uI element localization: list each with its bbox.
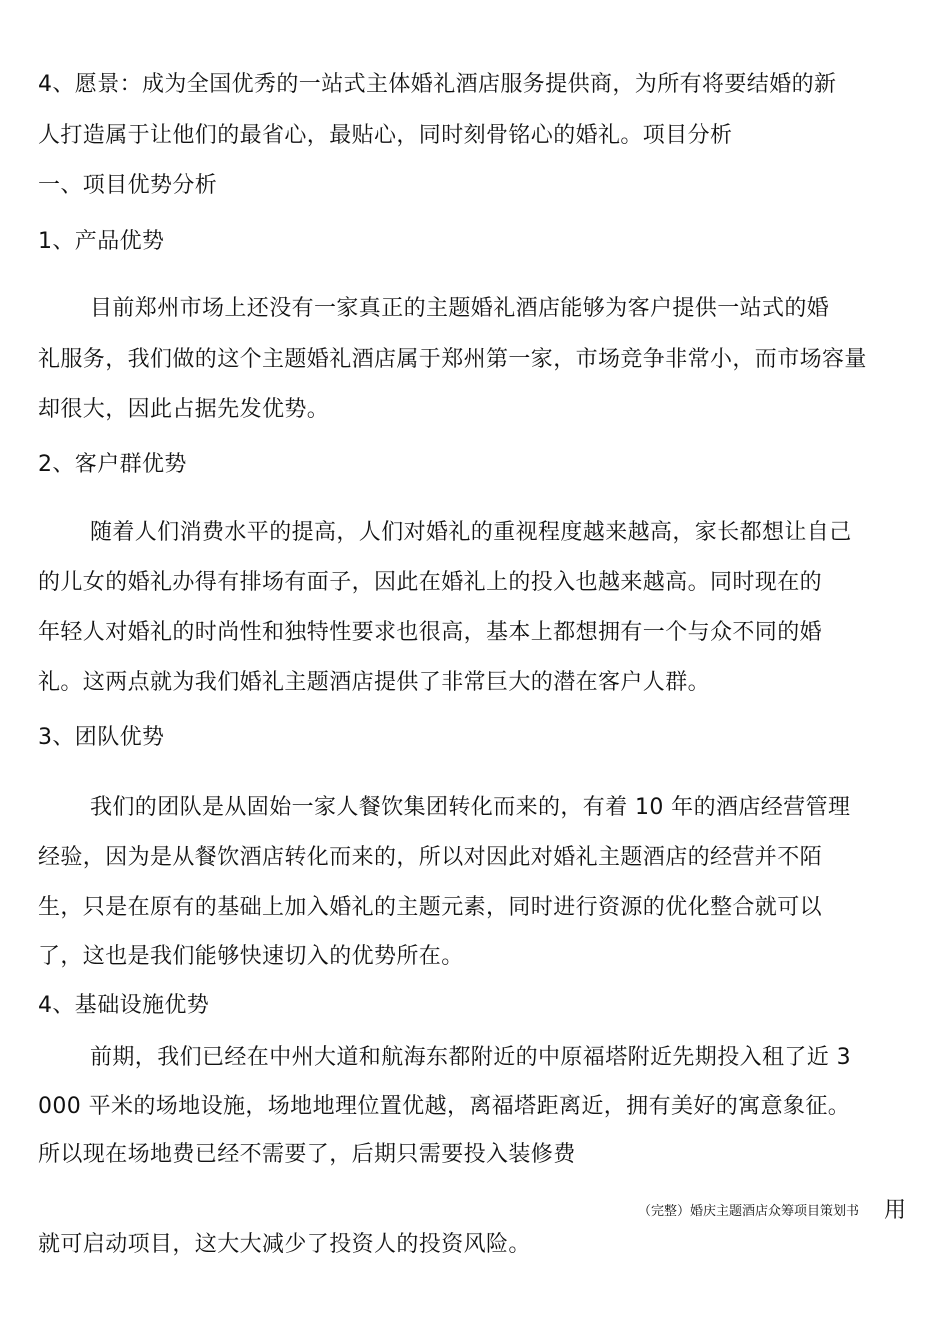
- customer-paragraph-line-1: 随着人们消费水平的提高，人们对婚礼的重视程度越来越高，家长都想让自己: [90, 520, 852, 545]
- product-paragraph-line-2: 礼服务，我们做的这个主题婚礼酒店属于郑州第一家，市场竞争非常小，而市场容量: [38, 347, 867, 372]
- subheading-team: 3、团队优势: [38, 725, 165, 750]
- running-footer-tail: 用: [884, 1198, 907, 1223]
- subheading-customer: 2、客户群优势: [38, 452, 187, 477]
- vision-line-1: 4、愿景：成为全国优秀的一站式主体婚礼酒店服务提供商，为所有将要结婚的新: [38, 72, 837, 97]
- infrastructure-paragraph-line-3: 所以现在场地费已经不需要了，后期只需要投入装修费: [38, 1142, 576, 1167]
- team-paragraph-line-3: 生，只是在原有的基础上加入婚礼的主题元素，同时进行资源的优化整合就可以: [38, 895, 823, 920]
- section-heading: 一、项目优势分析: [38, 173, 218, 198]
- running-footer-title: （完整）婚庆主题酒店众筹项目策划书: [638, 1204, 860, 1219]
- infrastructure-paragraph-line-2: 000 平米的场地设施，场地地理位置优越，离福塔距离近，拥有美好的寓意象征。: [38, 1094, 851, 1119]
- vision-line-2: 人打造属于让他们的最省心，最贴心，同时刻骨铭心的婚礼。项目分析: [38, 123, 733, 148]
- subheading-product: 1、产品优势: [38, 229, 165, 254]
- team-paragraph-line-4: 了，这也是我们能够快速切入的优势所在。: [38, 944, 464, 969]
- infrastructure-paragraph-line-1: 前期，我们已经在中州大道和航海东都附近的中原福塔附近先期投入租了近 3: [90, 1045, 851, 1070]
- subheading-infrastructure: 4、基础设施优势: [38, 993, 210, 1018]
- team-paragraph-line-1: 我们的团队是从固始一家人餐饮集团转化而来的，有着 10 年的酒店经营管理: [90, 795, 851, 820]
- team-paragraph-line-2: 经验，因为是从餐饮酒店转化而来的，所以对因此对婚礼主题酒店的经营并不陌: [38, 845, 823, 870]
- customer-paragraph-line-2: 的儿女的婚礼办得有排场有面子，因此在婚礼上的投入也越来越高。同时现在的: [38, 570, 823, 595]
- product-paragraph-line-3: 却很大，因此占据先发优势。: [38, 397, 330, 422]
- product-paragraph-line-1: 目前郑州市场上还没有一家真正的主题婚礼酒店能够为客户提供一站式的婚: [90, 296, 830, 321]
- customer-paragraph-line-3: 年轻人对婚礼的时尚性和独特性要求也很高，基本上都想拥有一个与众不同的婚: [38, 620, 823, 645]
- infrastructure-paragraph-line-4: 就可启动项目，这大大减少了投资人的投资风险。: [38, 1232, 531, 1257]
- customer-paragraph-line-4: 礼。这两点就为我们婚礼主题酒店提供了非常巨大的潜在客户人群。: [38, 670, 711, 695]
